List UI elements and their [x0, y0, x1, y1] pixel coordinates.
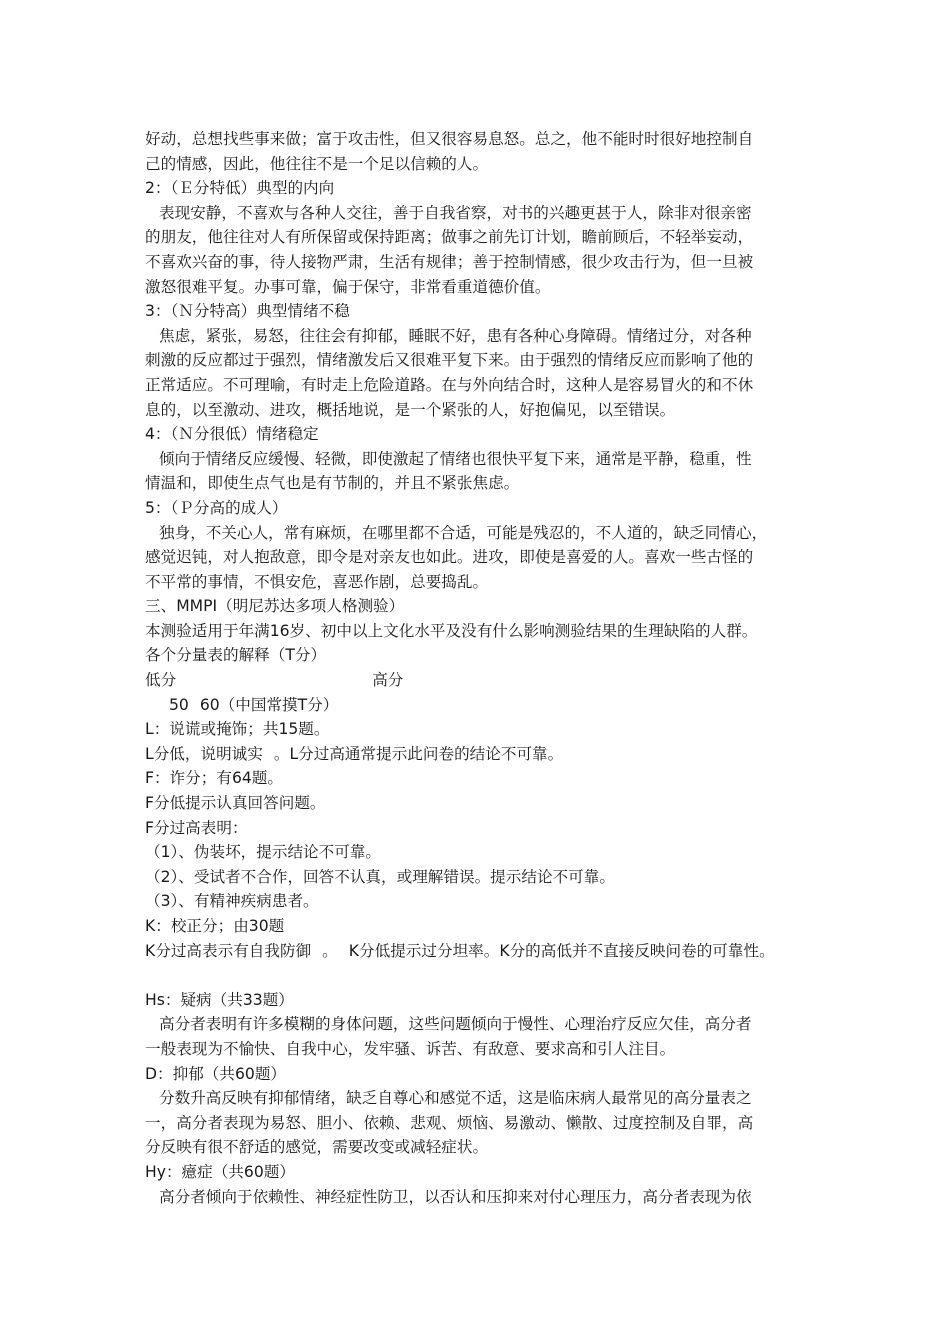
scale-heading: L：说谎或掩饰；共15题。 — [145, 720, 330, 739]
scale-heading: K：校正分；由30题 — [145, 917, 285, 935]
scale-heading: Hy：癔症（共60题） — [145, 1162, 295, 1181]
text-line: F分低提示认真回答问题。 — [145, 794, 326, 813]
text-line: 刺激的反应都过于强烈，情绪激发后又很难平复下来。由于强烈的情绪反应而影响了他的 — [145, 351, 754, 370]
scale-heading: F：诈分；有64题。 — [145, 769, 283, 788]
text-line: 情温和，即使生点气也是有节制的，并且不紧张焦虑。 — [145, 474, 520, 493]
text-line: 分数升高反映有抑郁情绪，缺乏自尊心和感觉不适，这是临床病人最常见的高分量表之 — [159, 1089, 752, 1108]
blank-line — [145, 963, 815, 988]
score-value-50: 50 — [169, 695, 189, 714]
text-line: 息的，以至激动、进攻，概括地说，是一个紧张的人，好抱偏见，以至错误。 — [145, 400, 676, 419]
text-line: 激怒很难平复。办事可靠，偏于保守，非常看重道德价值。 — [145, 277, 551, 296]
text-line: K分过高表示有自我防御 。 K分低提示过分坦率。K分的高低并不直接反映问卷的可靠性。 — [145, 941, 775, 960]
text-line: 各个分量表的解释（T分） — [145, 646, 327, 665]
text-line: 好动，总想找些事来做；富于攻击性，但又很容易息怒。总之，他不能时时很好地控制自 — [145, 130, 754, 148]
text-line: 一般表现为不愉快、自我中心，发牢骚、诉苦、有敌意、要求高和引人注目。 — [145, 1039, 676, 1058]
high-score-label: 高分 — [372, 671, 404, 690]
text-line: F分过高表明： — [145, 818, 248, 837]
text-line: 的朋友，他往往对人有所保留或保持距离；做事之前先订计划，瞻前顾后，不轻举妄动， — [145, 228, 754, 247]
text-line: 不平常的事情，不惧安危，喜恶作剧，总要捣乱。 — [145, 572, 489, 591]
text-line: 表现安静，不喜欢与各种人交往，善于自我省察，对书的兴趣更甚于人，除非对很亲密 — [159, 203, 752, 222]
score-value-60: 60（中国常摸T分） — [199, 695, 339, 714]
section-heading: 三、MMPI（明尼苏达多项人格测验） — [145, 597, 405, 616]
section-heading: 4：（Ｎ分很低）情绪稳定 — [145, 425, 319, 444]
section-heading: 2：（Ｅ分特低）典型的内向 — [145, 179, 335, 198]
text-line: L分低，说明诚实 。L分过高通常提示此问卷的结论不可靠。 — [145, 744, 564, 763]
scale-heading: Hs：疑病（共33题） — [145, 990, 294, 1009]
text-line: 焦虑，紧张，易怒，往往会有抑郁，睡眠不好，患有各种心身障碍。情绪过分，对各种 — [159, 326, 752, 345]
text-line: 本测验适用于年满16岁、初中以上文化水平及没有什么影响测验结果的生理缺陷的人群。 — [145, 621, 758, 640]
text-line: 不喜欢兴奋的事，待人接物严肃，生活有规律；善于控制情感，很少攻击行为，但一旦被 — [145, 252, 754, 271]
text-line: 高分者表明有许多模糊的身体问题，这些问题倾向于慢性、心理治疗反应欠佳，高分者 — [159, 1015, 752, 1034]
text-line: 独身，不关心人，常有麻烦，在哪里都不合适，可能是残忍的，不人道的，缺乏同情心， — [159, 523, 768, 542]
text-line: 己的情感，因此，他往往不是一个足以信赖的人。 — [145, 154, 489, 173]
text-line: 高分者倾向于依赖性、神经症性防卫，以否认和压抑来对付心理压力，高分者表现为依 — [159, 1187, 752, 1206]
score-scale-labels — [145, 668, 815, 693]
list-item: （2）、受试者不合作，回答不认真，或理解错误。提示结论不可靠。 — [145, 867, 615, 886]
text-line: 一，高分者表现为易怒、胆小、依赖、悲观、烦恼、易激动、懒散、过度控制及自罪，高 — [145, 1113, 754, 1132]
text-line: 倾向于情绪反应缓慢、轻微，即使激起了情绪也很快平复下来，通常是平静，稳重，性 — [159, 449, 752, 468]
low-score-label: 低分 — [145, 671, 177, 690]
section-heading: 3：（Ｎ分特高）典型情绪不稳 — [145, 302, 350, 321]
section-heading: 5：（Ｐ分高的成人） — [145, 498, 288, 517]
document-body — [145, 127, 815, 1209]
text-line: 分反映有很不舒适的感觉，需要改变或减轻症状。 — [145, 1138, 489, 1157]
text-line: 感觉迟钝，对人抱敌意，即令是对亲友也如此。进攻，即使是喜爱的人。喜欢一些古怪的 — [145, 548, 754, 567]
score-scale-values — [145, 693, 815, 718]
scale-heading: D：抑郁（共60题） — [145, 1064, 287, 1083]
list-item: （1）、伪装坏，提示结论不可靠。 — [145, 843, 382, 862]
text-line: 正常适应。不可理喻，有时走上危险道路。在与外向结合时，这种人是容易冒火的和不休 — [145, 375, 754, 394]
list-item: （3）、有精神疾病患者。 — [145, 892, 319, 911]
